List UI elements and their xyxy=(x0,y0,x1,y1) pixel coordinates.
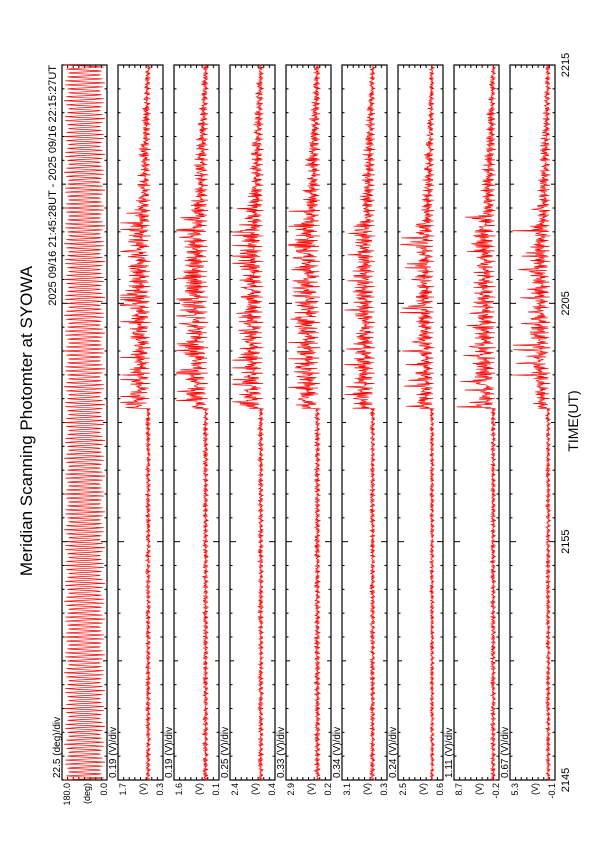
series-line xyxy=(457,65,496,780)
y-unit-label: (V) xyxy=(193,783,204,795)
y-tick-label: 5.3 xyxy=(510,783,520,796)
series-line xyxy=(64,65,105,780)
panel-scale-label: 1.11 (V)/div xyxy=(444,727,455,778)
x-tick-label: 2215 xyxy=(560,52,572,78)
chart-subtitle: 2025 09/16 21:45:28UT - 2025 09/16 22:15:27UT xyxy=(47,65,59,306)
y-tick-label: 8.7 xyxy=(454,783,464,796)
y-tick-label: 1.7 xyxy=(118,783,128,796)
panel-frame xyxy=(230,65,275,780)
y-tick-label: 0.0 xyxy=(99,783,109,796)
y-tick-label: 0.1 xyxy=(211,783,221,796)
panel-stack xyxy=(52,65,557,806)
panel-scale-label: 0.33 (V)/div xyxy=(276,726,287,778)
y-unit-label: (V) xyxy=(137,783,148,795)
series-line xyxy=(288,65,320,780)
y-tick-label: 0.3 xyxy=(379,783,389,796)
y-unit-label: (V) xyxy=(417,783,428,795)
y-unit-label: (V) xyxy=(529,783,540,795)
panel-scale-label: 0.25 (V)/div xyxy=(220,726,231,778)
y-tick-label: 0.4 xyxy=(267,783,277,796)
y-tick-label: 0.2 xyxy=(323,783,333,796)
panel-scale-label: 22.5 (deg)/div xyxy=(52,716,63,778)
y-tick-label: 0.3 xyxy=(155,783,165,796)
chart-rotated-group xyxy=(17,53,581,806)
x-axis-label: TIME(UT) xyxy=(565,390,581,452)
series-line xyxy=(400,65,434,780)
y-tick-label: 2.4 xyxy=(230,783,240,796)
series-line xyxy=(232,65,263,780)
x-tick-label: 2155 xyxy=(560,529,572,554)
panel-scale-label: 0.19 (V)/div xyxy=(164,726,175,778)
y-unit-label: (V) xyxy=(473,783,484,795)
panel-1 xyxy=(52,65,109,806)
panel-frame xyxy=(174,65,219,780)
panel-4 xyxy=(220,65,277,796)
panel-scale-label: 0.19 (V)/div xyxy=(108,726,119,778)
panel-frame xyxy=(118,65,163,780)
series-line xyxy=(344,65,375,780)
panel-3 xyxy=(164,65,221,796)
y-tick-label: -0.2 xyxy=(491,783,501,799)
y-tick-label: -0.1 xyxy=(547,783,557,799)
panel-8 xyxy=(444,65,501,799)
y-unit-label: (V) xyxy=(249,783,260,795)
y-tick-label: 1.6 xyxy=(174,783,184,796)
y-unit-label: (V) xyxy=(361,783,372,795)
panel-5 xyxy=(276,65,333,796)
panel-scale-label: 0.24 (V)/div xyxy=(388,726,399,778)
y-tick-label: 2.9 xyxy=(286,783,296,796)
y-unit-label: (deg) xyxy=(81,783,92,805)
panel-frame xyxy=(342,65,387,780)
series-line xyxy=(176,65,208,780)
panel-6 xyxy=(332,65,389,796)
y-tick-label: 0.6 xyxy=(435,783,445,796)
y-tick-label: 180.0 xyxy=(62,783,72,806)
x-tick-label: 2205 xyxy=(560,291,572,316)
chart-title: Meridian Scanning Photomter at SYOWA xyxy=(17,265,36,577)
panel-scale-label: 0.67 (V)/div xyxy=(500,726,511,778)
x-tick-label: 2145 xyxy=(560,767,572,793)
y-tick-label: 2.5 xyxy=(398,783,408,796)
panel-frame xyxy=(398,65,443,780)
panel-frame xyxy=(286,65,331,780)
y-tick-label: 3.1 xyxy=(342,783,352,796)
panel-2 xyxy=(108,65,165,796)
series-line xyxy=(512,65,550,780)
series-line xyxy=(120,65,151,780)
panel-scale-label: 0.34 (V)/div xyxy=(332,726,343,778)
panel-7 xyxy=(388,65,445,796)
y-unit-label: (V) xyxy=(305,783,316,795)
panel-9 xyxy=(500,65,557,799)
